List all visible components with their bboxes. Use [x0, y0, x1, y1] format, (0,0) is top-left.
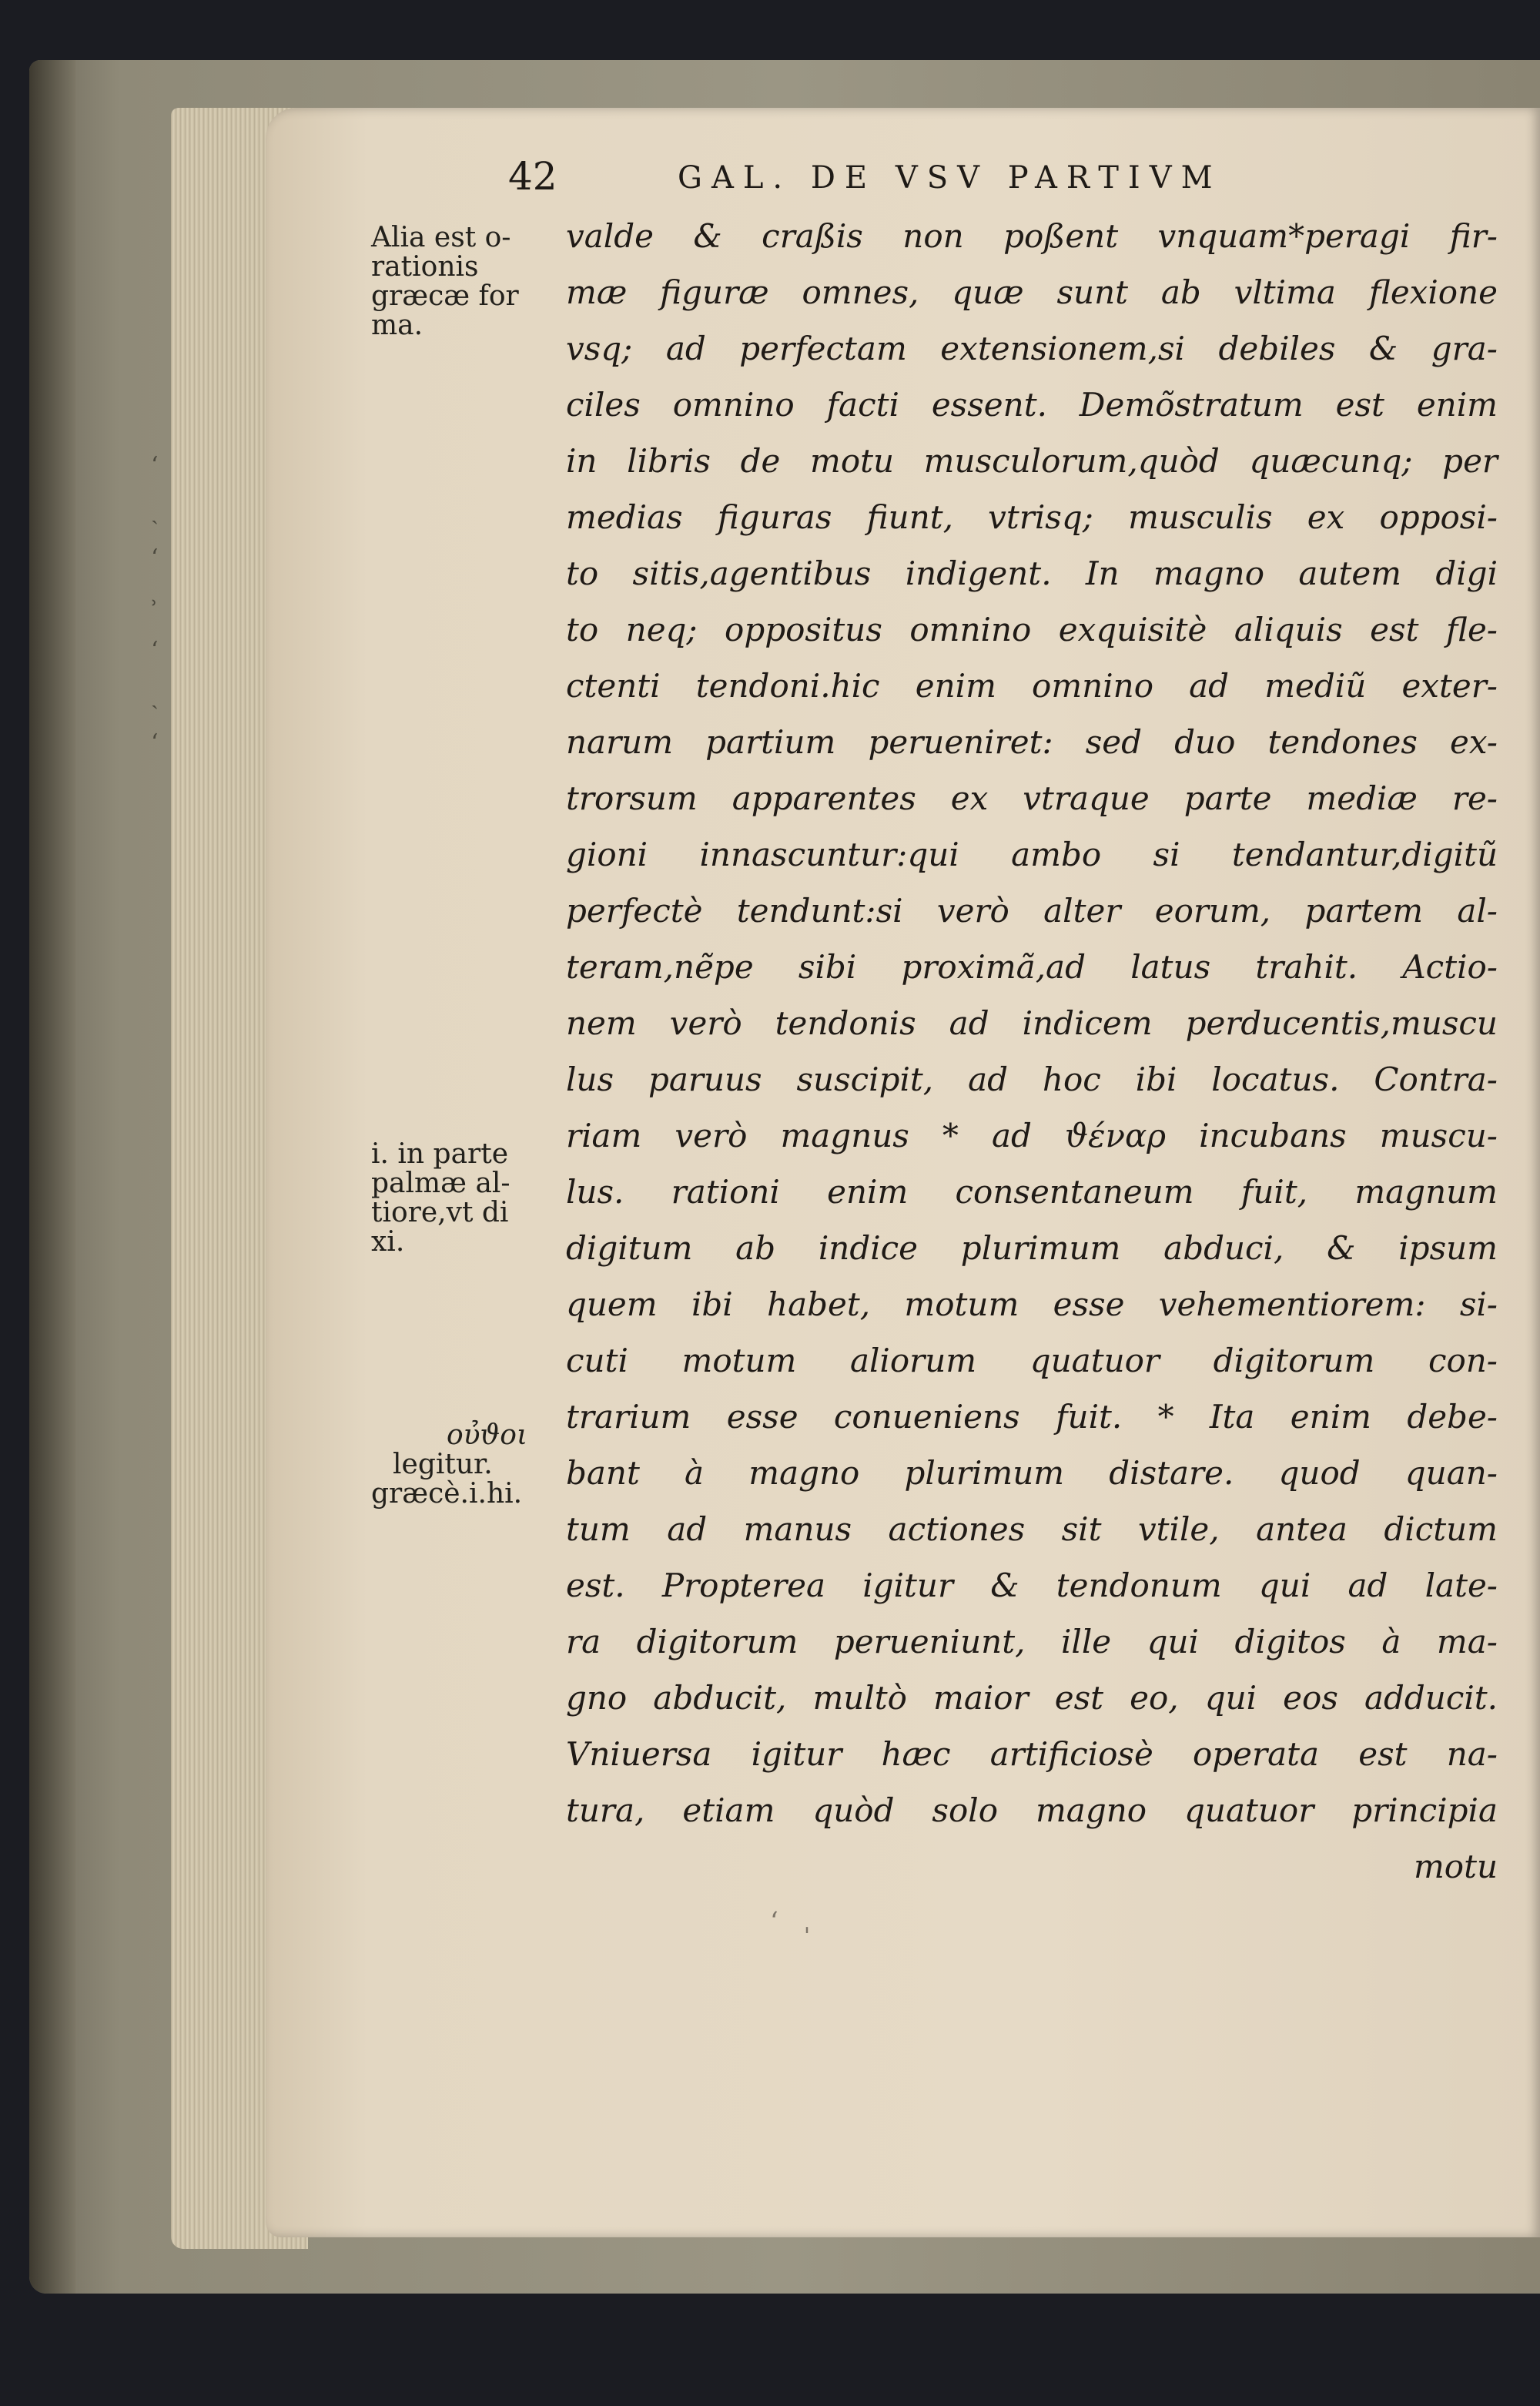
text-line: trarium esse conueniens fuit. * Ita enim debe- — [566, 1398, 1498, 1436]
text-line: perfectè tendunt:si verò alter eorum, partem al- — [566, 892, 1498, 930]
text-line: nem verò tendonis ad indicem perducentis,muscu — [566, 1004, 1498, 1042]
margin-note-line: ου̉ϑοι — [447, 1419, 528, 1451]
text-line: digitum ab indice plurimum abduci, & ipsum — [566, 1229, 1498, 1267]
margin-note-line: tiore,vt di — [371, 1197, 509, 1228]
text-line: tura, etiam quòd solo magno quatuor principia — [566, 1791, 1498, 1829]
text-line: Vniuersa igitur hæc artificiosè operata est na- — [566, 1735, 1498, 1773]
text-line: vsq; ad perfectam extensionem,si debiles & gra- — [566, 330, 1498, 367]
margin-note-2 — [371, 1140, 511, 1257]
text-line: gno abducit, multò maior est eo, qui eos adducit. — [566, 1679, 1498, 1717]
margin-note-line: rationis — [371, 251, 479, 283]
text-line: gioni innascuntur:qui ambo si tendantur,digitũ — [566, 836, 1498, 873]
text-line: ctenti tendoni.hic enim omnino ad mediũ exter- — [566, 667, 1498, 705]
text-line: medias figuras fiunt, vtrisq; musculis ex opposi- — [566, 498, 1498, 536]
margin-note-line: Alia est o- — [371, 222, 511, 253]
catchword: motu — [1413, 1848, 1498, 1885]
text-line: to neq; oppositus omnino exquisitè aliquis est fle- — [566, 611, 1498, 648]
text-line: ciles omnino facti essent. Demõstratum est enim — [566, 386, 1498, 424]
margin-note-line: i. in parte — [371, 1138, 509, 1170]
margin-note-line: græcæ for — [371, 280, 519, 312]
margin-note-line: xi. — [371, 1226, 405, 1258]
text-line: bant à magno plurimum distare. quod quan- — [566, 1454, 1498, 1492]
margin-note-1 — [371, 223, 519, 340]
text-line: riam verò magnus * ad ϑέναρ incubans muscu- — [566, 1117, 1498, 1154]
edge-ink-marks: ʻ ˏ ʻ ˒ ʻ ˏ ʻ — [151, 452, 159, 756]
text-line: in libris de motu musculorum,quòd quæcunq; per — [566, 442, 1498, 480]
text-line: ra digitorum perueniunt, ille qui digitos à ma- — [566, 1623, 1498, 1660]
margin-note-3 — [371, 1419, 528, 1510]
text-line: lus. rationi enim consentaneum fuit, magnum — [566, 1173, 1498, 1211]
text-line: mæ figuræ omnes, quæ sunt ab vltima flexione — [566, 273, 1498, 311]
margin-note-line: ma. — [371, 310, 424, 341]
margin-note-line: græcè.i.hi. — [371, 1478, 523, 1510]
bottom-ink-marks: ʻ ˌ — [770, 1906, 811, 1937]
text-line: trorsum apparentes ex vtraque parte mediæ re- — [566, 779, 1498, 817]
margin-note-line: legitur. — [393, 1449, 493, 1480]
text-line: to sitis,agentibus indigent. In magno autem digi — [566, 555, 1498, 592]
margin-note-line: palmæ al- — [371, 1168, 511, 1199]
running-head-title: GAL. DE VSV PARTIVM — [678, 160, 1222, 196]
text-line: est. Propterea igitur & tendonum qui ad late- — [566, 1567, 1498, 1604]
page-number: 42 — [508, 154, 557, 199]
text-line: lus paruus suscipit, ad hoc ibi locatus. Contra- — [566, 1061, 1498, 1098]
body-text — [566, 208, 1498, 1895]
text-line: teram,nẽpe sibi proximã,ad latus trahit. Actio- — [566, 948, 1498, 986]
book-spine-edge — [29, 60, 75, 2294]
text-line: tum ad manus actiones sit vtile, antea dictum — [566, 1510, 1498, 1548]
text-line: narum partium perueniret: sed duo tendones ex- — [566, 723, 1498, 761]
text-line: quem ibi habet, motum esse vehementiorem: si- — [566, 1285, 1498, 1323]
text-line: valde & craßis non poßent vnquam*peragi fir- — [566, 217, 1498, 255]
text-line: cuti motum aliorum quatuor digitorum con- — [566, 1342, 1498, 1379]
